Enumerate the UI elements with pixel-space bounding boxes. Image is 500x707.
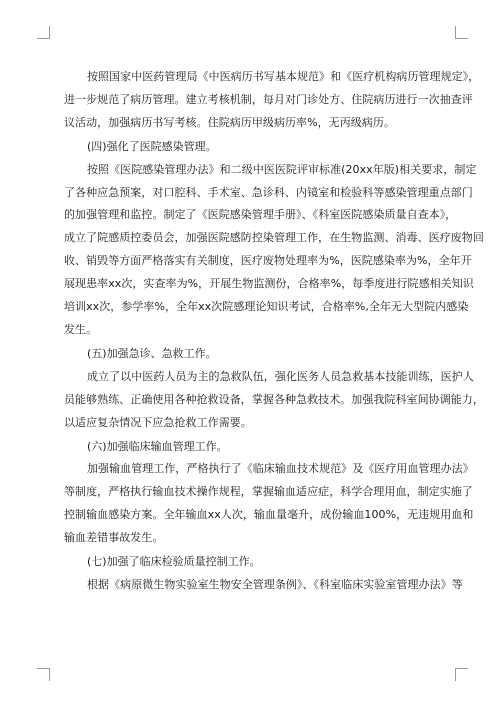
document-page (64, 66, 484, 597)
text-line: 成立了院感质控委员会，加强医院感防控染管理工作，在生物监测、消毒、医疗废物回 (64, 231, 484, 245)
paragraph (64, 458, 474, 550)
text-line: 控制输血感染方案。全年输血xx人次，输血量毫升，成份输血100%，无违规用血和 (64, 508, 474, 522)
crop-mark-bottom-left (37, 668, 50, 681)
section-heading: (五)加强急诊、急救工作。 (87, 346, 217, 360)
text-line: 员能够熟练、正确使用各种抢救设备，掌握各种急救技术。加强我院科室间协调能力， (64, 392, 484, 406)
section-heading: (六)加强临床输血管理工作。 (87, 439, 228, 453)
crop-mark-top-right (455, 26, 468, 39)
text-line: 加强输血管理工作，严格执行了《临床输血技术规范》及《医疗用血管理办法》 (87, 462, 474, 476)
text-line: 培训xx次，参学率%，全年xx次院感理论知识考试，合格率%,全年无大型院内感染 (64, 300, 469, 314)
text-line: 等制度，严格执行输血技术操作规程，掌握输血适应症，科学合理用血，制定实施了 (64, 485, 473, 499)
text-line: 的加强管理和监控。制定了《医院感染管理手册》、《科室医院感染质量自查本》， (64, 208, 457, 222)
paragraph (64, 574, 463, 597)
text-line: 成立了以中医药人员为主的急救队伍，强化医务人员急救基本技能训练，医护人 (87, 369, 474, 383)
text-line: 发生。 (64, 322, 98, 336)
paragraph (64, 366, 484, 435)
paragraph (64, 66, 480, 135)
text-line: 按照《医院感染管理办法》和二级中医医院评审标准(20xx年版)相关要求，制定 (87, 162, 477, 176)
section-heading: (七)加强了临床检验质量控制工作。 (87, 555, 261, 569)
crop-mark-top-left (37, 26, 50, 39)
crop-mark-bottom-right (455, 668, 468, 681)
text-line: 议活动，加强病历书写考核。住院病历甲级病历率%，无丙级病历。 (64, 115, 395, 129)
text-line: 输血差错事故发生。 (64, 531, 164, 545)
text-line: 收、销毁等方面严格落实有关制度，医疗废物处理率为%，医院感染率为%，全年开 (64, 254, 472, 268)
text-line: 展现患率xx次，实查率为%，开展生物监测份，合格率%，每季度进行院感相关知识 (64, 277, 474, 291)
text-line: 以适应复杂情况下应急抢救工作需要。 (64, 415, 252, 429)
text-line: 进一步规范了病历管理。建立考核机制，每月对门诊处方、住院病历进行一次抽查评 (64, 92, 473, 106)
text-line: 了各种应急预案，对口腔科、手术室、急诊科、内镜室和检验科等感染管理重点部门 (64, 185, 473, 199)
paragraph (64, 159, 484, 342)
text-line: 按照国家中医药管理局《中医病历书写基本规范》和《医疗机构病历管理规定》， (87, 70, 480, 83)
section-heading: (四)强化了医院感染管理。 (87, 139, 217, 153)
text-line: 根据《病原微生物实验室生物安全管理条例》、《科室临床实验室管理办法》等 (87, 577, 463, 591)
